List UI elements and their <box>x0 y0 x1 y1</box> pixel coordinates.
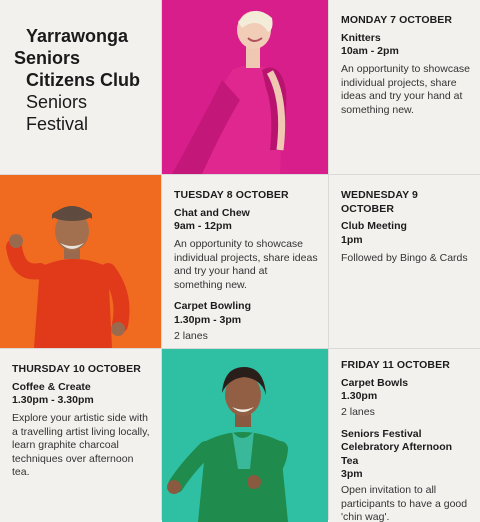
monday-event: Knitters <box>341 31 381 44</box>
friday-event-1: Carpet Bowls <box>341 376 409 389</box>
title-line-3: Citizens Club <box>26 69 141 90</box>
thursday-cell <box>0 349 161 522</box>
man-orange-photo <box>0 175 161 348</box>
friday-time-1: 1.30pm <box>341 390 378 403</box>
tuesday-desc-2: 2 lanes <box>174 329 208 342</box>
thursday-desc: Explore your artistic side with a travelling artist living locally, learn graphite charcoal techniques over afternoon tea. <box>12 411 150 479</box>
wednesday-day: WEDNESDAY 9 OCTOBER <box>341 189 418 215</box>
friday-desc-1: 2 lanes <box>341 405 375 418</box>
thursday-day: THURSDAY 10 OCTOBER <box>12 363 141 375</box>
tuesday-time-2: 1.30pm - 3pm <box>174 314 242 327</box>
tuesday-desc-1: An opportunity to showcase individual projects, share ideas and try your hand at something new. <box>174 237 318 291</box>
thursday-event: Coffee & Create <box>12 380 91 393</box>
woman-pink-photo <box>162 0 328 174</box>
wednesday-time: 1pm <box>341 233 363 246</box>
monday-cell <box>329 0 480 174</box>
friday-time-2: 3pm <box>341 468 363 481</box>
photo-woman-pink <box>162 0 328 174</box>
monday-day: MONDAY 7 OCTOBER <box>341 14 453 26</box>
wednesday-cell <box>329 175 480 348</box>
title-line-1: Yarrawonga <box>26 26 129 46</box>
tuesday-cell <box>162 175 328 348</box>
wednesday-event: Club Meeting <box>341 220 407 233</box>
friday-desc-2: Open invitation to all participants to have a good 'chin wag'. <box>341 484 468 522</box>
festival-title <box>0 0 161 136</box>
friday-day: FRIDAY 11 OCTOBER <box>341 359 450 371</box>
monday-time: 10am - 2pm <box>341 45 399 58</box>
title-cell <box>0 0 161 174</box>
title-line-2: Seniors <box>14 47 81 68</box>
tuesday-event-2: Carpet Bowling <box>174 300 252 313</box>
monday-desc: An opportunity to showcase individual projects, share ideas and try your hand at something new. <box>341 62 470 116</box>
title-line-5: Festival <box>26 113 89 134</box>
photo-woman-green <box>162 349 328 522</box>
tuesday-event-1: Chat and Chew <box>174 206 250 219</box>
thursday-time: 1.30pm - 3.30pm <box>12 394 94 407</box>
friday-event-2: Seniors Festival Celebratory Afternoon Tea <box>341 427 453 467</box>
tuesday-day: TUESDAY 8 OCTOBER <box>174 189 289 201</box>
title-line-4: Seniors <box>26 91 88 112</box>
photo-man-orange <box>0 175 161 348</box>
woman-green-photo <box>162 349 328 522</box>
wednesday-desc: Followed by Bingo & Cards <box>341 251 468 264</box>
tuesday-time-1: 9am - 12pm <box>174 220 232 233</box>
friday-cell <box>329 349 480 522</box>
